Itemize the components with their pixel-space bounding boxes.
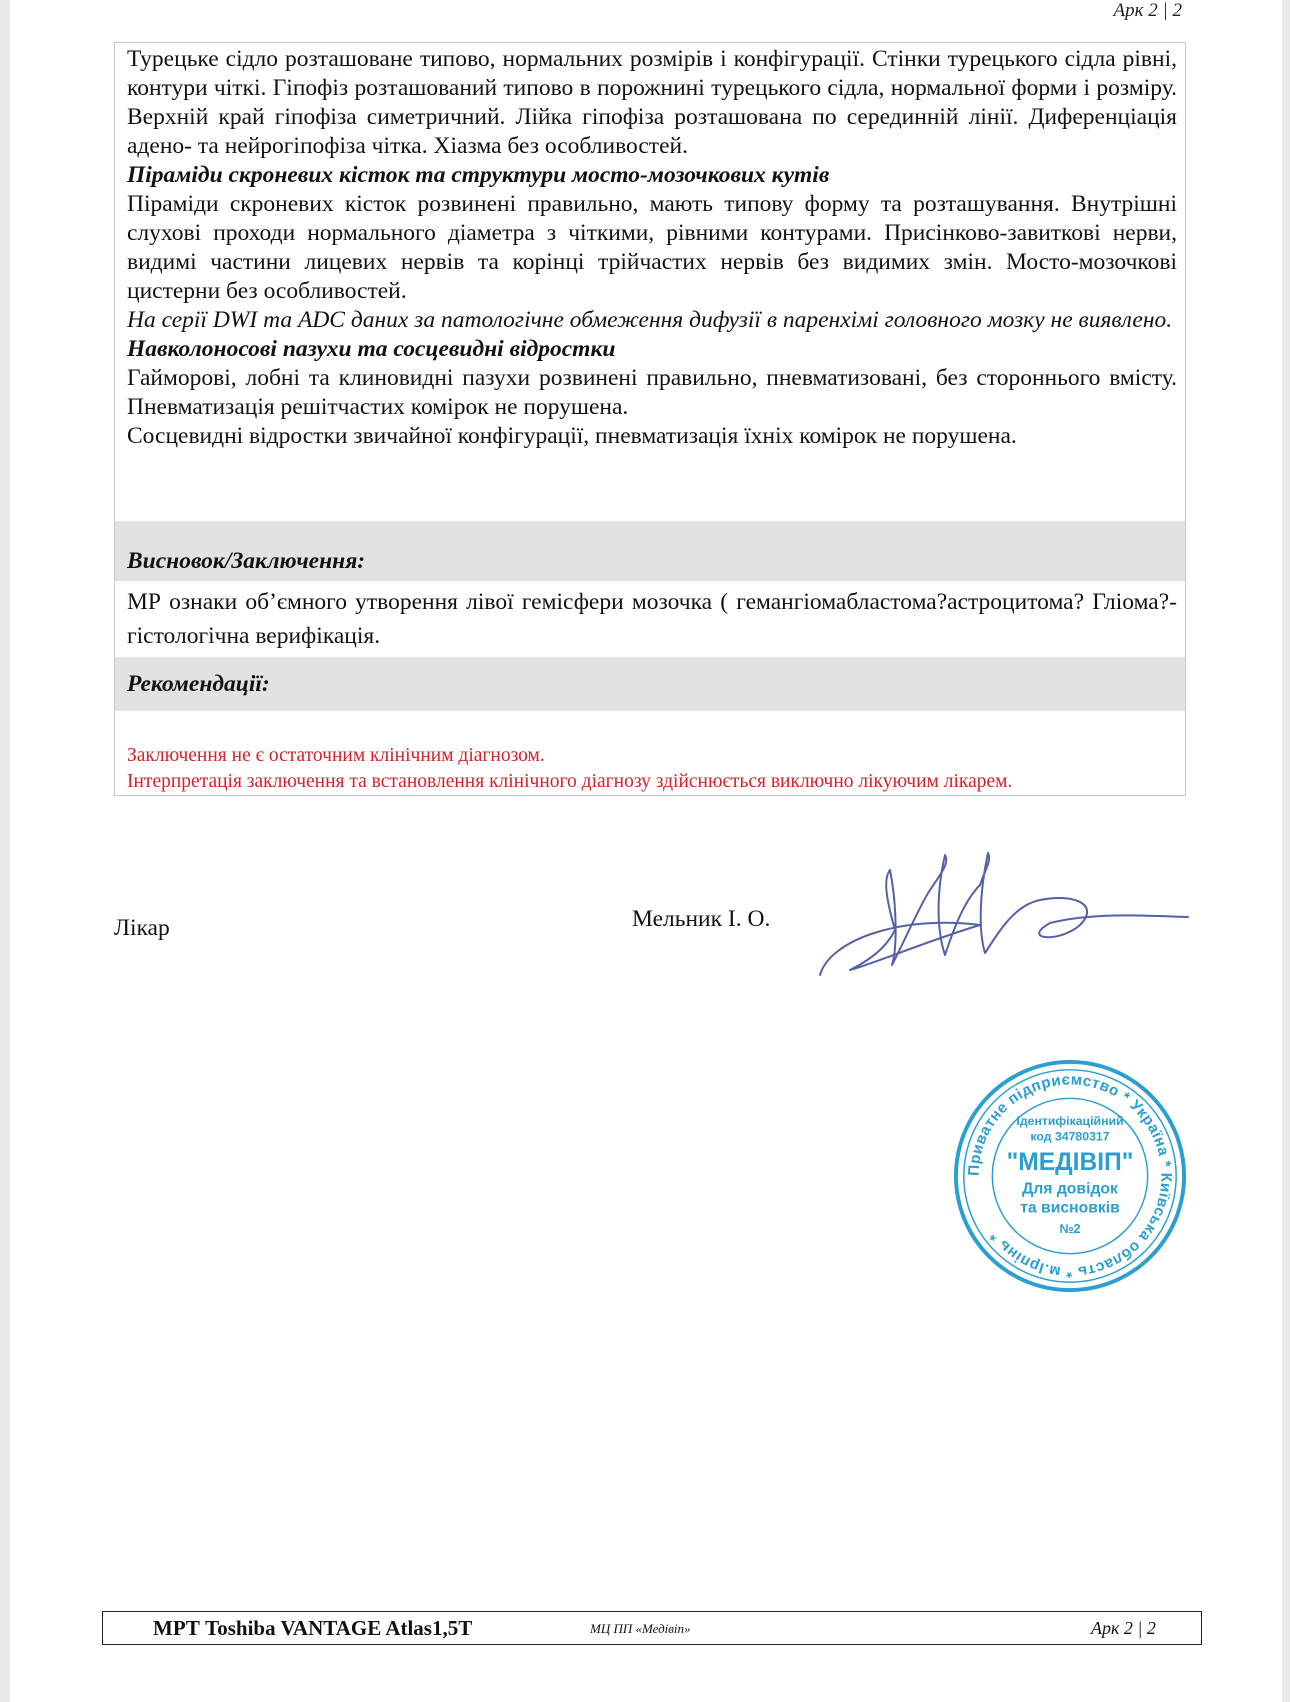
sinuses-heading: Навколоносові пазухи та сосцевидні відростки — [127, 336, 616, 362]
stamp-number: №2 — [1059, 1221, 1081, 1237]
sella-paragraph: Турецьке сідло розташоване типово, нормальних розмірів і конфігурації. Стінки турецького сідла рівні, контури чіткі. Гіпофіз розташований типово в порожнині турецького сідла, нормальної форми і розміру. Верхній край гіпофіза симетричний. Лійка гіпофіза розташована по серединній лінії. Диференціація адено- та нейрогіпофіза чітка. Хіазма без особливостей. — [127, 46, 1177, 159]
conclusion-heading: Висновок/Заключення: — [115, 521, 1185, 581]
report-body — [127, 45, 1177, 451]
dwi-paragraph: На серії DWI та ADC даних за патологічне обмеження дифузії в паренхімі головного мозку не виявлено. — [127, 307, 1173, 333]
stamp-purpose-2: та висновків — [1020, 1199, 1120, 1217]
stamp-ring-text: Приватне підприємство * Україна * Київська область * м.Ірпінь * — [965, 1071, 1175, 1281]
footer-device: МРТ Toshiba VANTAGE Atlas1,5T — [153, 1616, 473, 1640]
temporal-bones-paragraph: Піраміди скроневих кісток розвинені правильно, мають типову форму та розташування. Внутрішні слухові проходи нормального діаметра з чіткими, рівними контурами. Присінково-завиткові нерви, видимі частини лицевих нервів та корінці трійчастих нервів без видимих змін. Мосто-мозочкові цистерни без особливостей. — [127, 191, 1177, 304]
doctor-role-label: Лікар — [114, 915, 170, 941]
report-frame — [114, 42, 1186, 796]
disclaimer-line-2: Інтерпретація заключення та встановлення клінічного діагнозу здійснюється виключно лікуючим лікарем. — [127, 771, 1013, 792]
mastoid-paragraph: Сосцевидні відростки звичайної конфігурації, пневматизація їхніх комірок не порушена. — [127, 423, 1017, 449]
sinuses-paragraph: Гайморові, лобні та клиновидні пазухи розвинені правильно, пневматизовані, без стороннього вмісту. Пневматизація решітчастих комірок не порушена. — [127, 365, 1177, 420]
handwritten-signature — [810, 845, 1190, 985]
disclaimer — [127, 743, 1177, 795]
stamp-company: "МЕДІВІП" — [1006, 1149, 1134, 1177]
footer — [102, 1611, 1202, 1645]
clinic-stamp — [952, 1058, 1188, 1294]
footer-clinic: МЦ ПП «Медівіп» — [590, 1621, 691, 1636]
footer-page-number: Арк 2 | 2 — [1091, 1618, 1156, 1638]
conclusion-text: МР ознаки об’ємного утворення лівої гемісфери мозочка ( гемангіомабластома?астроцитома? Гліома?- гістологічна верифікація. — [127, 589, 1177, 649]
disclaimer-line-1: Заключення не є остаточним клінічним діагнозом. — [127, 745, 545, 766]
stamp-purpose-1: Для довідок — [1022, 1180, 1118, 1198]
recommendations-heading: Рекомендації: — [115, 657, 1185, 711]
temporal-bones-heading: Піраміди скроневих кісток та структури мосто-мозочкових кутів — [127, 162, 830, 188]
header-page-number: Арк 2 | 2 — [1113, 0, 1182, 21]
document-page — [10, 0, 1282, 1702]
stamp-code: код 34780317 — [1030, 1129, 1110, 1144]
stamp-id-label: Ідентифікаційний — [1016, 1113, 1124, 1128]
doctor-name: Мельник І. О. — [632, 906, 771, 932]
